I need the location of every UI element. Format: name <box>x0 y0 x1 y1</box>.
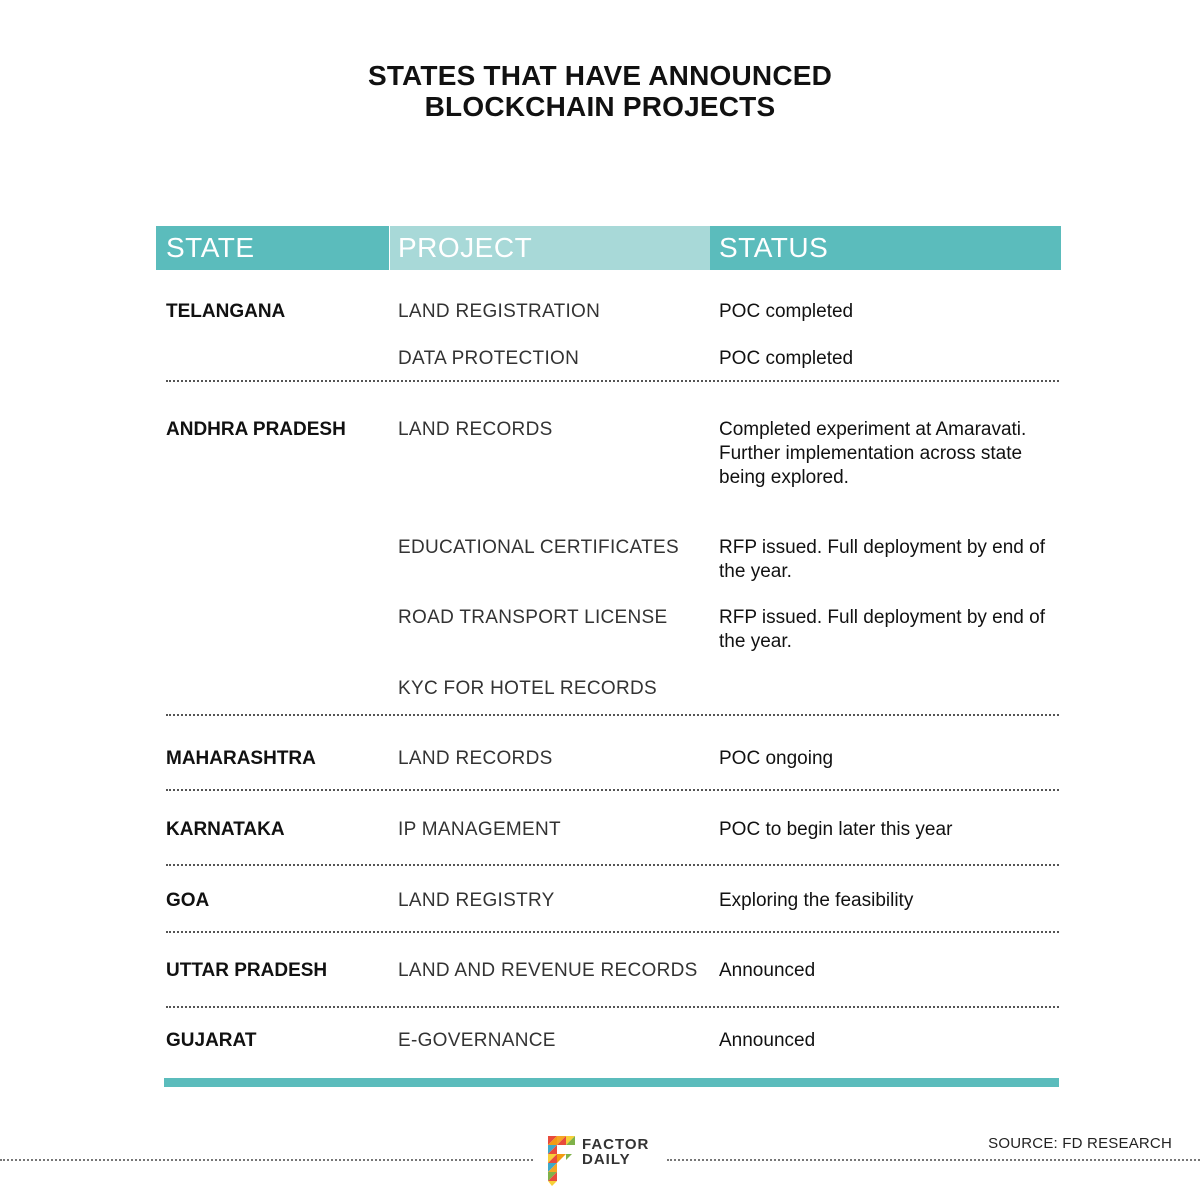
row-state: GUJARAT <box>166 1030 257 1051</box>
row-status: Completed experiment at Amaravati. Further implementation across state being explored. <box>719 419 1027 488</box>
title-line-2: BLOCKCHAIN PROJECTS <box>424 91 776 122</box>
header-status: STATUS <box>710 226 1061 270</box>
logo-f-mosaic-icon <box>548 1136 576 1186</box>
row-project: LAND REGISTRATION <box>398 301 601 322</box>
row-divider <box>166 789 1059 791</box>
row-project: LAND RECORDS <box>398 419 553 440</box>
row-status: POC completed <box>719 348 854 369</box>
row-status: RFP issued. Full deployment by end of the year. <box>719 607 1045 652</box>
factor-daily-logo <box>548 1136 658 1188</box>
row-project: LAND AND REVENUE RECORDS <box>398 960 698 981</box>
row-status: POC to begin later this year <box>719 819 953 840</box>
row-status: Announced <box>719 960 816 981</box>
row-state: UTTAR PRADESH <box>166 960 328 981</box>
row-divider <box>166 380 1059 382</box>
row-state: GOA <box>166 890 210 911</box>
row-state: TELANGANA <box>166 301 286 322</box>
row-status: POC ongoing <box>719 748 834 769</box>
row-divider <box>166 714 1059 716</box>
row-state: KARNATAKA <box>166 819 285 840</box>
row-divider <box>166 1006 1059 1008</box>
row-project: EDUCATIONAL CERTIFICATES <box>398 537 679 558</box>
row-project: DATA PROTECTION <box>398 348 580 369</box>
source-note: SOURCE: FD RESEARCH <box>988 1135 1172 1152</box>
logo-line-1: FACTOR <box>582 1136 650 1153</box>
row-project: E-GOVERNANCE <box>398 1030 556 1051</box>
row-status: POC completed <box>719 301 854 322</box>
row-state: ANDHRA PRADESH <box>166 419 346 440</box>
row-state: MAHARASHTRA <box>166 748 316 769</box>
row-project: ROAD TRANSPORT LICENSE <box>398 607 668 628</box>
row-status: Announced <box>719 1030 816 1051</box>
page-title <box>0 60 1200 122</box>
row-divider <box>166 931 1059 933</box>
header-project: PROJECT <box>390 226 710 270</box>
table-header <box>156 226 1061 270</box>
row-status: Exploring the feasibility <box>719 890 914 911</box>
row-project: KYC FOR HOTEL RECORDS <box>398 678 657 699</box>
row-project: LAND RECORDS <box>398 748 553 769</box>
row-project: LAND REGISTRY <box>398 890 555 911</box>
row-status: RFP issued. Full deployment by end of the year. <box>719 537 1045 582</box>
row-project: IP MANAGEMENT <box>398 819 561 840</box>
logo-line-2: DAILY <box>582 1151 631 1168</box>
logo-wordmark <box>582 1137 649 1167</box>
header-state: STATE <box>156 226 389 270</box>
footer-divider-left <box>0 1159 533 1161</box>
table-bottom-bar <box>164 1078 1059 1087</box>
footer-divider-right <box>667 1159 1200 1161</box>
row-divider <box>166 864 1059 866</box>
title-line-1: STATES THAT HAVE ANNOUNCED <box>367 60 833 91</box>
